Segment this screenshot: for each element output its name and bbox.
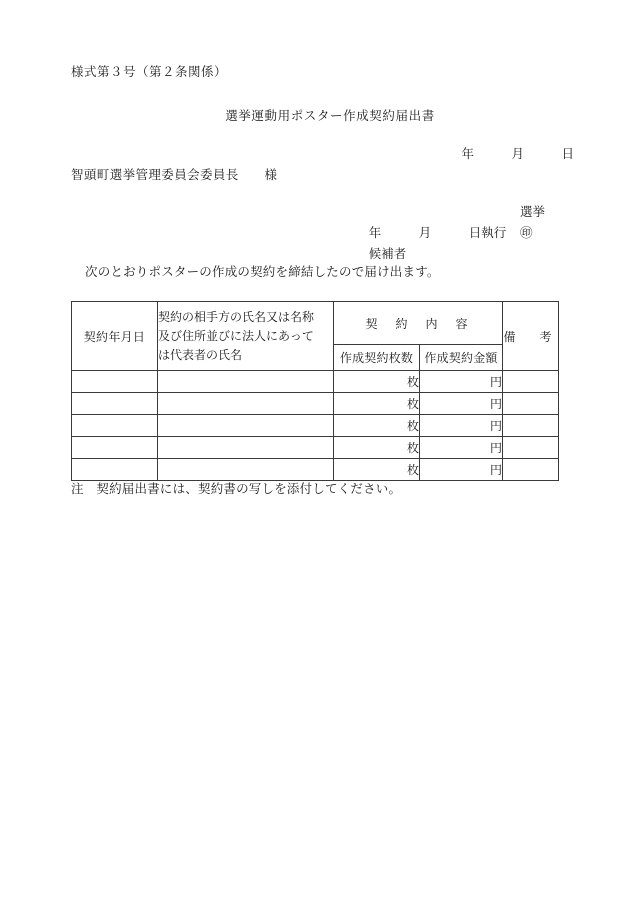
addressee-line: 智頭町選挙管理委員会委員長 様 [71,168,278,182]
seal-mark-icon: ㊞ [520,226,533,240]
table-row[interactable] [72,437,559,459]
election-date-row [350,202,546,240]
election-candidate-block [350,202,546,261]
table-row[interactable] [72,459,559,481]
cell-counterparty[interactable] [158,437,334,459]
header-counterparty [158,302,334,371]
cell-sheets[interactable]: 枚 [334,459,420,481]
header-contract-content: 契 約 内 容 [334,302,503,345]
cell-counterparty[interactable] [158,393,334,415]
table-row[interactable] [72,415,559,437]
contract-table-wrapper [71,301,558,481]
header-remarks: 備 考 [503,302,559,371]
cell-counterparty[interactable] [158,371,334,393]
cell-sheets[interactable]: 枚 [334,437,420,459]
cell-remarks[interactable] [503,437,559,459]
table-head [72,302,559,371]
cell-remarks[interactable] [503,393,559,415]
table-row[interactable] [72,393,559,415]
header-contract-date: 契約年月日 [72,302,158,371]
election-suffix-label: 選挙 [520,205,546,219]
header-sheets: 作成契約枚数 [334,345,420,371]
table-body [72,371,559,481]
cell-counterparty[interactable] [158,459,334,481]
submission-date-line: 年 月 日 [461,147,574,161]
cell-remarks[interactable] [503,459,559,481]
election-execution-date: 年 月 日執行 [368,226,507,240]
footnote: 注 契約届出書には、契約書の写しを添付してください。 [71,482,402,496]
cell-amount[interactable]: 円 [420,437,503,459]
cell-amount[interactable]: 円 [420,459,503,481]
header-amount: 作成契約金額 [420,345,503,371]
cell-contract-date[interactable] [72,459,158,481]
cell-remarks[interactable] [503,371,559,393]
candidate-row [350,223,533,261]
intro-sentence: 次のとおりポスターの作成の契約を締結したので届け出ます。 [85,265,440,279]
cell-remarks[interactable] [503,415,559,437]
table-row[interactable] [72,371,559,393]
header-counterparty-line1: 契約の相手方の氏名又は名称 [158,309,315,324]
cell-amount[interactable]: 円 [420,415,503,437]
cell-sheets[interactable]: 枚 [334,393,420,415]
contract-table [71,301,559,481]
table-header-row-primary [72,302,559,345]
header-counterparty-line2: 及び住所並びに法人にあって [158,328,314,343]
cell-sheets[interactable]: 枚 [334,371,420,393]
cell-amount[interactable]: 円 [420,393,503,415]
cell-contract-date[interactable] [72,393,158,415]
cell-counterparty[interactable] [158,415,334,437]
cell-amount[interactable]: 円 [420,371,503,393]
cell-sheets[interactable]: 枚 [334,415,420,437]
candidate-label: 候補者 [368,247,407,261]
header-counterparty-line3: は代表者の氏名 [158,347,243,362]
form-number: 様式第３号（第２条関係） [71,65,228,79]
cell-contract-date[interactable] [72,437,158,459]
cell-contract-date[interactable] [72,371,158,393]
page-title: 選挙運動用ポスター作成契約届出書 [225,109,435,123]
cell-contract-date[interactable] [72,415,158,437]
